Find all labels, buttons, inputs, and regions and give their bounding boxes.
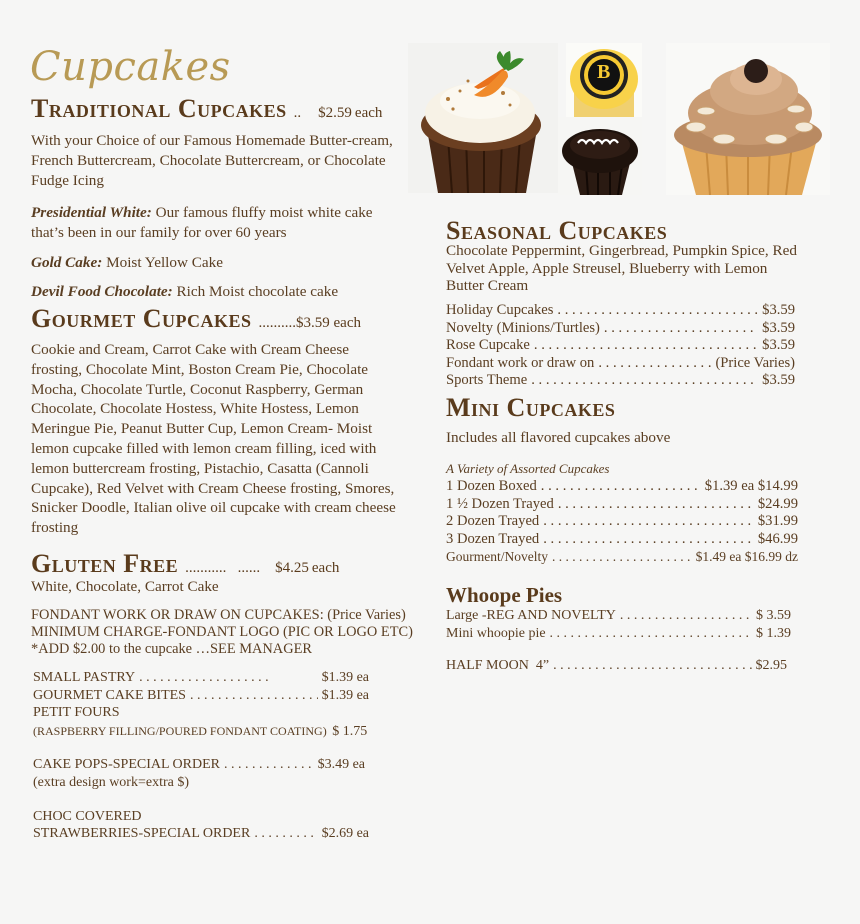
item-label: Sports Theme	[446, 372, 528, 388]
leader-dots	[543, 531, 754, 549]
page-title: Cupcakes	[30, 44, 231, 90]
item-price: $ 1.39	[756, 625, 791, 641]
leader-dots	[531, 372, 758, 390]
mini-list	[446, 478, 798, 566]
item-price: $31.99	[757, 513, 798, 529]
traditional-item-devil	[31, 282, 401, 302]
fondant-notes	[31, 607, 413, 658]
item-price: $2.95	[755, 658, 787, 673]
leader-dots	[224, 756, 314, 774]
traditional-dots: ..	[293, 105, 302, 121]
mini-item	[446, 531, 798, 549]
half-moon	[446, 657, 787, 675]
hostess-cupcake-photo	[558, 117, 642, 195]
extra-petit-fours: PETIT FOURS	[33, 705, 120, 720]
extra-note: (RASPBERRY FILLING/POURED FONDANT COATING)	[33, 724, 327, 738]
traditional-item-gold	[31, 253, 401, 273]
extra-cake-pops	[33, 756, 365, 774]
item-desc: Our famous fluffy moist white cake that’s been in our family for over 60 years	[31, 204, 373, 241]
carrot-cupcake-photo	[408, 43, 558, 193]
extra-price: $2.69 ea	[321, 825, 369, 841]
item-desc: Moist Yellow Cake	[102, 254, 223, 271]
item-label: Large -REG AND NOVELTY	[446, 608, 616, 623]
half-moon-item	[446, 657, 787, 675]
gluten-each: each	[311, 560, 340, 576]
leader-dots	[534, 337, 758, 355]
extra-price: $ 1.75	[332, 724, 368, 739]
item-label: Rose Cupcake	[446, 337, 530, 353]
leader-dots	[190, 687, 318, 705]
extra-price: $3.49 ea	[317, 757, 365, 772]
extras-list	[33, 669, 369, 842]
whoopie-list	[446, 607, 791, 642]
seasonal-item	[446, 372, 795, 390]
item-price: $ 3.59	[756, 608, 791, 623]
logo-letter: B	[597, 61, 611, 83]
extra-strawberries	[33, 825, 369, 843]
seasonal-item	[446, 320, 795, 338]
leader-dots	[550, 625, 752, 643]
whoopie-item	[446, 625, 791, 643]
item-name: Presidential White:	[31, 204, 152, 221]
mini-subheading: A Variety of Assorted Cupcakes	[446, 461, 610, 476]
seasonal-item	[446, 337, 795, 355]
seasonal-item	[446, 302, 795, 320]
fondant-note: FONDANT WORK OR DRAW ON CUPCAKES: (Price Varies)	[31, 607, 406, 623]
extra-label: GOURMET CAKE BITES	[33, 687, 186, 703]
mini-description: Includes all flavored cupcakes above	[446, 429, 671, 446]
item-price: $46.99	[757, 530, 798, 547]
item-label: 2 Dozen Trayed	[446, 513, 540, 529]
fondant-note: *ADD $2.00 to the cupcake …SEE MANAGER	[31, 641, 312, 657]
item-price: $1.39 ea $14.99	[704, 478, 798, 494]
seasonal-list	[446, 302, 795, 390]
leader-dots	[543, 513, 754, 531]
item-price: $3.59	[762, 372, 795, 388]
extra-strawberries-line1: CHOC COVERED	[33, 808, 142, 824]
item-label: Mini whoopie pie	[446, 625, 546, 641]
traditional-price: $2.59	[318, 105, 352, 121]
mini-item	[446, 513, 798, 531]
item-desc: Rich Moist chocolate cake	[172, 283, 339, 300]
seasonal-description: Chocolate Peppermint, Gingerbread, Pumpkin Spice, Red Velvet Apple, Apple Streusel, Blueberry with Lemon Butter Cream	[446, 242, 797, 294]
traditional-description: With your Choice of our Famous Homemade Butter-cream, French Buttercream, Chocolate Buttercream, or Chocolate Fudge Icing	[31, 132, 393, 189]
mini-item	[446, 548, 798, 566]
fondant-note: MINIMUM CHARGE-FONDANT LOGO (PIC OR LOGO ETC)	[31, 624, 413, 640]
mini-heading: Mini Cupcakes	[446, 393, 616, 422]
whoopie-heading: Whoope Pies	[446, 583, 563, 607]
item-price: $24.99	[757, 495, 798, 512]
gourmet-description: Cookie and Cream, Carrot Cake with Cream Cheese frosting, Chocolate Mint, Boston Cream Pie, Chocolate Mocha, Chocolate Turtle, Coconut Raspberry, German Chocolate, Chocolate Hostess, White Hostess, Lemon Meringue Pie, Peanut Butter Cup, Lemon Cream- Moist lemon cupcake filled with lemon cream filling, iced with lemon buttercream frosting, Pistachio, Casatta (Cannoli Cupcake), Red Velvet with Cream Cheese frosting, Smores, Snicker Doodle, Italian olive oil cupcake with cream cheese frosting	[31, 341, 396, 537]
item-label: 1 Dozen Boxed	[446, 478, 537, 494]
item-label: Novelty (Minions/Turtles)	[446, 319, 600, 336]
gluten-heading	[31, 549, 339, 579]
item-label: Gourment/Novelty	[446, 549, 548, 564]
item-label: HALF MOON 4”	[446, 658, 550, 673]
mini-item	[446, 478, 798, 496]
leader-dots	[139, 669, 269, 687]
item-price: $3.59	[762, 302, 795, 318]
leader-dots	[620, 607, 752, 625]
gourmet-heading	[31, 304, 361, 334]
leader-dots	[558, 496, 754, 514]
item-price: $1.49 ea $16.99 dz	[695, 549, 798, 564]
leader-dots	[598, 355, 711, 373]
item-label: Holiday Cupcakes	[446, 302, 554, 318]
leader-dots	[541, 478, 701, 496]
leader-dots	[557, 302, 758, 320]
gourmet-heading-text: Gourmet Cupcakes	[31, 304, 252, 333]
extra-gourmet-bites	[33, 687, 369, 705]
extra-price: $1.39 ea	[321, 687, 369, 703]
seasonal-item	[446, 355, 795, 373]
almond-cupcake-photo	[666, 43, 830, 195]
leader-dots	[552, 548, 692, 566]
traditional-heading-text: Traditional Cupcakes	[31, 94, 287, 123]
traditional-heading	[31, 94, 382, 124]
item-price: $3.59	[762, 319, 795, 336]
gourmet-price: ..........$3.59 each	[258, 315, 361, 331]
extra-price: $1.39 ea	[321, 670, 369, 685]
gluten-description: White, Chocolate, Carrot Cake	[31, 578, 219, 595]
mini-item	[446, 496, 798, 514]
item-label: 1 ½ Dozen Trayed	[446, 495, 554, 512]
traditional-item-presidential	[31, 203, 401, 243]
item-name: Gold Cake:	[31, 254, 103, 271]
extra-label: CAKE POPS-SPECIAL ORDER	[33, 757, 220, 772]
item-price: $3.59	[762, 337, 795, 353]
seasonal-heading: Seasonal Cupcakes	[446, 216, 668, 245]
item-price: (Price Varies)	[715, 354, 795, 371]
extra-petit-fours-note	[33, 723, 369, 740]
whoopie-item	[446, 607, 791, 625]
item-name: Devil Food Chocolate:	[31, 283, 173, 300]
item-label: 3 Dozen Trayed	[446, 530, 540, 547]
leader-dots	[254, 825, 317, 843]
extra-small-pastry	[33, 669, 369, 687]
boston-logo-cupcake-photo	[566, 43, 642, 117]
gluten-price: $4.25	[275, 560, 309, 576]
leader-dots	[604, 320, 758, 338]
gluten-heading-text: Gluten Free	[31, 549, 179, 578]
extra-label: SMALL PASTRY	[33, 670, 136, 685]
traditional-each: each	[354, 105, 383, 121]
item-label: Fondant work or draw on	[446, 354, 595, 371]
gluten-dots: ........... ......	[185, 560, 261, 576]
extra-cake-pops-note: (extra design work=extra $)	[33, 774, 190, 790]
leader-dots	[553, 657, 751, 675]
extra-label: STRAWBERRIES-SPECIAL ORDER	[33, 825, 251, 841]
